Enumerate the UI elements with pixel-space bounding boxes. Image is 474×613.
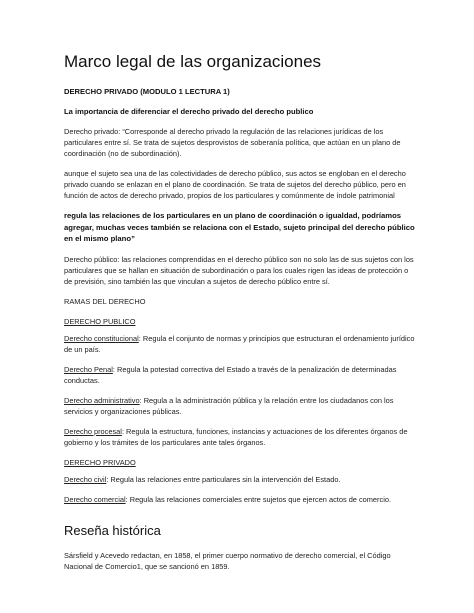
derecho-publico-heading: DERECHO PUBLICO (64, 316, 136, 326)
term-description: : Regula la estructura, funciones, instancias y actuaciones de los diferentes órganos de gobierno y los trámites de los particulares ante tales órganos. (64, 426, 408, 447)
list-item (64, 364, 418, 386)
paragraph-derecho-privado: Derecho privado: “Corresponde al derecho privado la regulación de las relaciones jurídicas de los particulares entre sí. Se trata de sujetos desprovistos de soberanía política, que actúan en un plano de coordinación (no de subordinación). (64, 127, 401, 158)
resena-heading: Reseña histórica (64, 522, 161, 538)
list-item (64, 333, 418, 355)
paragraph-resena: Sársfield y Acevedo redactan, en 1858, el primer cuerpo normativo de derecho comercial, el Código Nacional de Comercio1, que se sancionó en 1859. (64, 550, 391, 571)
term-label: Derecho civil (64, 474, 107, 484)
list-item (64, 426, 418, 448)
term-label: Derecho constitucional (64, 333, 139, 343)
term-label: Derecho comercial (64, 494, 126, 504)
list-item (64, 395, 418, 417)
paragraph-colectividades: aunque el sujeto sea una de las colectividades de derecho público, sus actos se engloban en el derecho privado cuando se enlazan en el plano de coordinación. Se trata de sujetos del derecho público, pero en función de actos de derecho privado, propios de los particulares y comúnmente de índole patrimonial (64, 169, 406, 200)
ramas-heading: RAMAS DEL DERECHO (64, 296, 146, 306)
term-label: Derecho administrativo (64, 395, 140, 405)
term-description: : Regula a la administración pública y la relación entre los ciudadanos con los servicios y organizaciones públicas. (64, 395, 394, 416)
term-description: : Regula las relaciones entre particulares sin la intervención del Estado. (106, 474, 341, 484)
paragraph-derecho-publico: Derecho público: las relaciones comprendidas en el derecho público son no solo las de sus sujetos con los particulares que se hallan en situación de subordinación o para los cuales rigen las ideas de protección o de previsión, sino también las que vinculan a sujetos de derecho público entre sí. (64, 254, 414, 286)
document-subtitle: DERECHO PRIVADO (MODULO 1 LECTURA 1) (64, 87, 230, 96)
term-label: Derecho procesal (64, 426, 122, 436)
term-description: : Regula las relaciones comerciales entre sujetos que ejercen actos de comercio. (125, 494, 392, 504)
derecho-privado-heading: DERECHO PRIVADO (64, 457, 136, 467)
section-heading: La importancia de diferenciar el derecho privado del derecho publico (64, 107, 314, 116)
list-item (64, 494, 418, 505)
list-item (64, 474, 418, 485)
term-description: : Regula el conjunto de normas y principios que estructuran el ordenamiento jurídico de un país. (64, 333, 415, 354)
paragraph-regula-relaciones: regula las relaciones de los particulares en un plano de coordinación o igualdad, podríamos agregar, muchas veces también se relaciona con el Estado, sujeto principal del derecho público en el mismo plano” (64, 211, 415, 243)
term-description: : Regula la potestad correctiva del Estado a través de la penalización de determinadas conductas. (64, 364, 397, 385)
term-label: Derecho Penal (64, 364, 113, 374)
page-title: Marco legal de las organizaciones (64, 52, 322, 71)
